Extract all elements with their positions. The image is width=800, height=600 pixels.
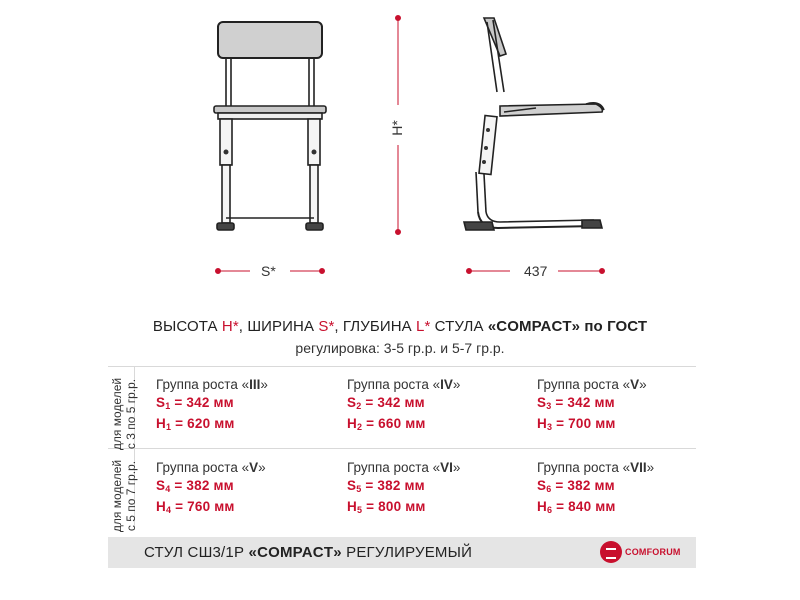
group-title — [156, 376, 268, 394]
group-prefix: Группа роста « — [156, 460, 250, 475]
heading-model-name: «COMPACT» по ГОСТ — [487, 318, 648, 335]
height-index: 2 — [356, 422, 363, 432]
width-value — [156, 394, 268, 415]
height-measure: = 800 мм — [362, 499, 426, 514]
width-index: 4 — [165, 484, 171, 494]
group-prefix: Группа роста « — [537, 377, 631, 392]
height-measure: = 840 мм — [552, 499, 616, 514]
height-measure: = 620 мм — [171, 416, 235, 431]
product-name — [144, 544, 472, 561]
group-number: IV — [440, 377, 453, 392]
height-index: 1 — [165, 422, 172, 432]
height-letter: H — [347, 499, 357, 514]
group-title — [156, 459, 266, 477]
group-number: III — [249, 377, 261, 392]
width-letter: S — [156, 395, 166, 410]
height-value — [537, 415, 647, 436]
height-value — [156, 415, 268, 436]
width-index: 6 — [546, 484, 552, 494]
width-measure: = 382 мм — [551, 478, 615, 493]
row-label-line1: для моделей — [110, 377, 124, 451]
group-cell-V-top — [537, 376, 647, 436]
group-number: V — [630, 377, 640, 392]
product-footer-bar — [108, 537, 696, 568]
width-value — [537, 394, 647, 415]
height-value — [156, 498, 266, 519]
height-letter: H — [156, 416, 166, 431]
group-suffix: » — [452, 377, 461, 392]
height-measure: = 700 мм — [552, 416, 616, 431]
width-measure: = 342 мм — [551, 395, 615, 410]
height-index: 3 — [546, 422, 553, 432]
width-value — [156, 477, 266, 498]
width-measure: = 382 мм — [361, 478, 425, 493]
group-title — [537, 459, 654, 477]
group-prefix: Группа роста « — [347, 377, 441, 392]
height-letter: H — [156, 499, 166, 514]
table-middle-divider — [108, 448, 696, 449]
width-value — [347, 477, 460, 498]
row-label-line2: с 3 по 5 гр.р. — [124, 378, 138, 450]
row-label-3-5 — [110, 374, 138, 454]
group-prefix: Группа роста « — [347, 460, 441, 475]
height-value — [537, 498, 654, 519]
comforum-logo-icon — [600, 541, 622, 563]
size-table — [108, 366, 696, 533]
height-letter: H — [347, 416, 357, 431]
heading-text-chair: СТУЛА — [430, 318, 488, 335]
specs-heading — [0, 318, 800, 335]
height-value — [347, 415, 460, 436]
row-label-line2: с 5 по 7 гр.р. — [124, 460, 138, 532]
heading-text-width: , ШИРИНА — [238, 318, 319, 335]
width-letter: S — [537, 395, 547, 410]
width-measure: = 342 мм — [361, 395, 425, 410]
group-cell-IV — [347, 376, 460, 436]
width-letter: S — [156, 478, 166, 493]
chair-side-view — [464, 18, 604, 230]
height-measure: = 760 мм — [171, 499, 235, 514]
comforum-logo — [600, 541, 688, 563]
heading-s-symbol: S* — [318, 318, 335, 335]
heading-h-symbol: H* — [221, 318, 239, 335]
width-letter: S — [347, 478, 357, 493]
height-index: 4 — [165, 505, 172, 515]
height-letter: H — [537, 499, 547, 514]
width-index: 2 — [356, 401, 362, 411]
width-letter: S — [537, 478, 547, 493]
group-prefix: Группа роста « — [537, 460, 631, 475]
group-cell-VII — [537, 459, 654, 519]
group-suffix: » — [639, 377, 647, 392]
row-label-line1: для моделей — [110, 459, 124, 533]
group-title — [347, 459, 460, 477]
product-prefix: СТУЛ СШ3/1Р — [144, 544, 249, 561]
product-suffix: РЕГУЛИРУЕМЫЙ — [341, 544, 473, 561]
height-value — [347, 498, 460, 519]
group-prefix: Группа роста « — [156, 377, 250, 392]
group-number: V — [249, 460, 259, 475]
height-dimension-label: H* — [388, 120, 405, 136]
height-letter: H — [537, 416, 547, 431]
width-index: 1 — [165, 401, 171, 411]
group-cell-VI — [347, 459, 460, 519]
height-index: 5 — [356, 505, 363, 515]
height-measure: = 660 мм — [362, 416, 426, 431]
width-index: 3 — [546, 401, 552, 411]
heading-text-depth: , ГЛУБИНА — [334, 318, 417, 335]
adjustment-subheading: регулировка: 3-5 гр.р. и 5-7 гр.р. — [295, 340, 505, 356]
group-suffix: » — [260, 377, 268, 392]
group-number: VII — [630, 460, 647, 475]
width-index: 5 — [356, 484, 362, 494]
group-cell-III — [156, 376, 268, 436]
group-suffix: » — [452, 460, 461, 475]
group-cell-V-bottom — [156, 459, 266, 519]
group-title — [347, 376, 460, 394]
width-dimension-label: S* — [258, 263, 279, 279]
group-suffix: » — [646, 460, 655, 475]
group-suffix: » — [258, 460, 266, 475]
height-index: 6 — [546, 505, 553, 515]
group-number: VI — [440, 460, 453, 475]
product-model: «COMPACT» — [248, 544, 342, 561]
depth-dimension-label: 437 — [521, 263, 550, 279]
width-measure: = 342 мм — [170, 395, 234, 410]
chair-front-view — [214, 22, 326, 230]
width-value — [537, 477, 654, 498]
logo-text: COMFORUM — [625, 547, 681, 557]
heading-l-symbol: L* — [416, 318, 431, 335]
table-top-divider — [108, 366, 696, 367]
heading-text-height: ВЫСОТА — [152, 318, 222, 335]
width-letter: S — [347, 395, 357, 410]
width-value — [347, 394, 460, 415]
width-measure: = 382 мм — [170, 478, 234, 493]
row-label-5-7 — [110, 456, 138, 536]
group-title — [537, 376, 647, 394]
